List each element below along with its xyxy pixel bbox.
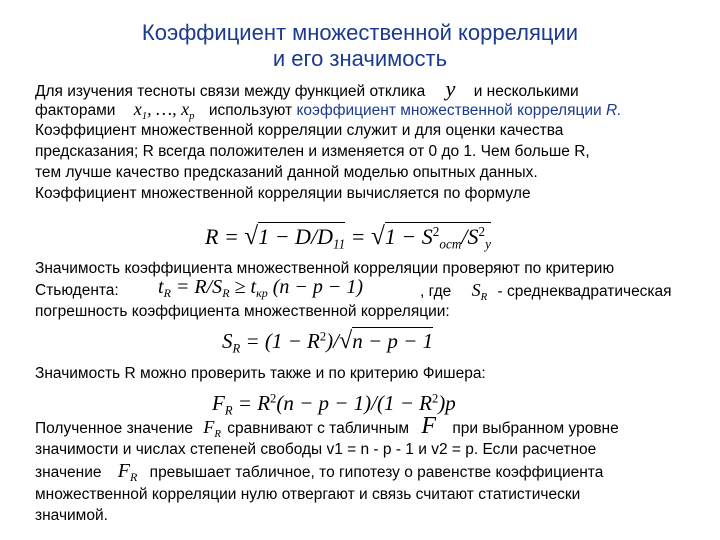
text-line-4: предсказания; R всегда положителен и изменяется от 0 до 1. Чем больше R, — [35, 143, 590, 160]
title-line-1: Коэффициент множественной корреляции — [141, 20, 579, 45]
text-line-3: Коэффициент множественной корреляции служит и для оценки качества — [35, 122, 564, 139]
formula-fisher-criterion: $F_R = R^2(n - p - 1)/(1 - R^2)p$ — [212, 391, 456, 418]
text-line-14: множественной корреляции нулю отвергают и связь считают статистически — [35, 486, 581, 503]
text-line-8 — [35, 280, 119, 301]
text-line-7: Значимость коэффициента множественной корреляции проверяют по критерию — [35, 260, 615, 277]
text-segment: и несколькими — [473, 83, 579, 100]
text-line-10: Значимость R можно проверить также и по критерию Фишера: — [35, 365, 486, 382]
symbol-FR: $F_R$ — [117, 460, 138, 485]
slide-title — [0, 20, 720, 72]
text-segment: факторами — [35, 102, 116, 119]
text-segment: при выбранном уровне — [452, 420, 619, 437]
text-segment: сравнивают с табличным — [227, 420, 410, 437]
formula-student-criterion: $t_R = R/S_R \ge t_{кр}$ (n − p − 1) — [158, 276, 364, 301]
highlighted-term: коэффициент множественной корреляции — [296, 102, 602, 119]
text-line-6: Коэффициент множественной корреляции вычисляется по формуле — [35, 185, 531, 202]
text-segment: Для изучения тесноты связи между функцией отклика — [35, 83, 426, 100]
response-variable-y: y — [445, 76, 456, 101]
text-segment: , где — [420, 283, 452, 300]
symbol-SR: $S_R$ — [471, 280, 488, 303]
text-segment: используют — [208, 102, 293, 119]
text-segment: превышает табличное, то гипотезу о равенстве коэффициента — [149, 464, 604, 481]
text-line-9: погрешность коэффициента множественной корреляции: — [35, 303, 450, 320]
text-segment: значение — [35, 464, 102, 481]
formula-multiple-correlation: $R = √1 - D/D_{11} = √1 - S^2_{ост}/S^2_y$ — [205, 222, 491, 252]
text-line-15: значимой. — [35, 507, 108, 524]
highlighted-R: R. — [606, 102, 622, 119]
text-line-8-tail — [420, 280, 672, 308]
title-line-2: и его значимость — [272, 46, 448, 71]
text-segment: Стьюдента: — [35, 282, 119, 299]
symbol-FR: $F_R$ — [203, 417, 221, 440]
formula-standard-error: $S_R = (1 - R^2)/√n - p - 1$ — [222, 327, 434, 356]
text-line-12: значимости и числах степеней свободы v1 = n - p - 1 и v2 = p. Если расчетное — [35, 441, 597, 458]
symbol-F: F — [421, 413, 437, 439]
factors-x1-xp: $x_1$, …, $x_p$ — [133, 99, 195, 122]
text-line-5: тем лучше качество предсказаний данной моделью опытных данных. — [35, 164, 538, 181]
text-segment: Полученное значение — [35, 420, 194, 437]
text-segment: - среднеквадратическая — [497, 283, 672, 300]
